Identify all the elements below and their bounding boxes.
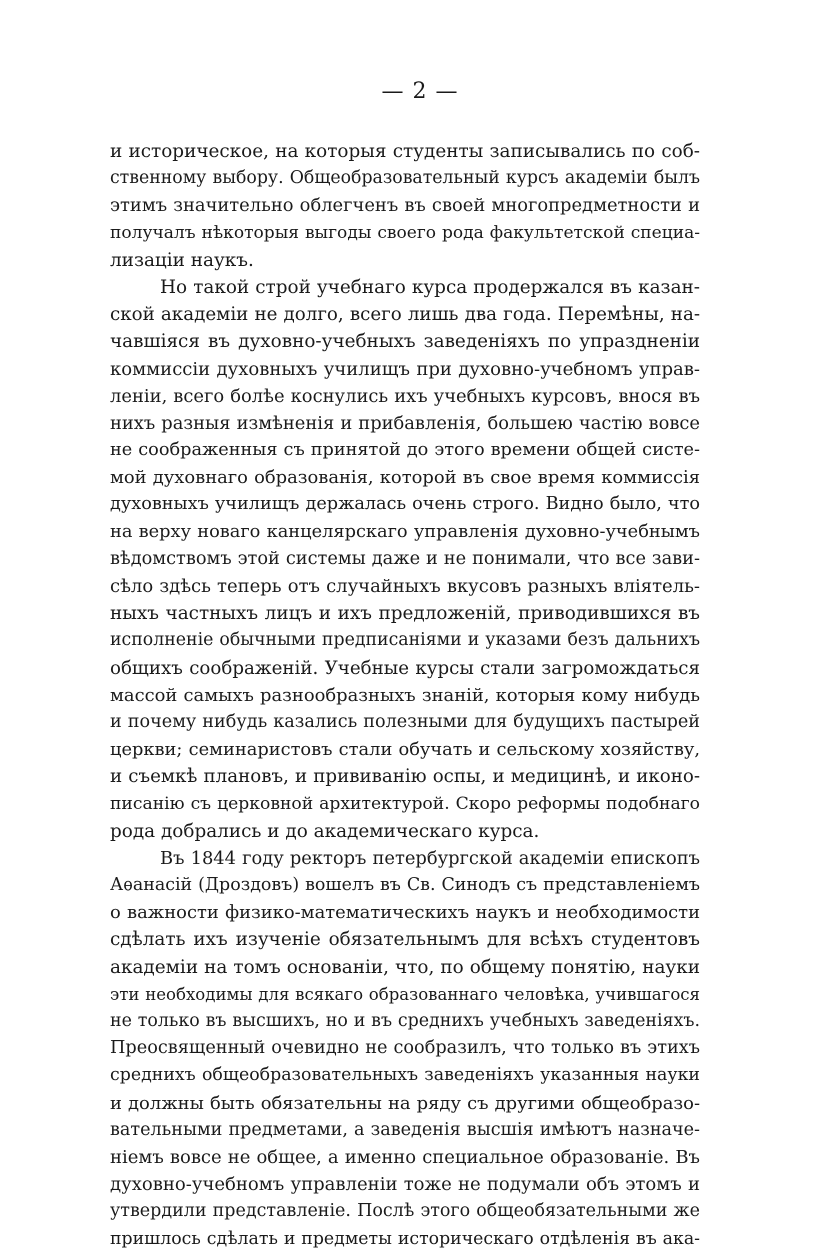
text-line: леніи, всего болѣе коснулись ихъ учебныхъ курсовъ, внося въ	[110, 385, 700, 407]
text-line: ныхъ частныхъ лицъ и ихъ предложеній, приводившихся въ	[110, 603, 700, 625]
text-line: ственному выбору. Общеобразовательный курсъ академіи былъ	[110, 168, 700, 189]
text-line: чавшіяся въ духовно-учебныхъ заведеніяхъ по упраздненіи	[110, 331, 700, 353]
text-line: мой духовнаго образованія, которой въ свое время коммиссія	[110, 467, 700, 489]
text-line: этимъ значительно облегченъ въ своей многопредметности и	[110, 195, 700, 217]
text-line: исполненіе обычными предписаніями и указами безъ дальнихъ	[110, 630, 700, 651]
text-line: о важности физико-математическихъ наукъ и необходимости	[110, 902, 700, 924]
text-line: нихъ разныя измѣненія и прибавленія, большею частію вовсе	[110, 412, 700, 434]
text-line: вѣдомствомъ этой системы даже и не понимали, что все зави-	[110, 548, 700, 569]
text-line: лизаціи наукъ.	[110, 249, 254, 271]
body-text	[110, 138, 700, 1253]
text-line: сдѣлать ихъ изученіе обязательнымъ для всѣхъ студентовъ	[110, 929, 700, 951]
text-line: церкви; семинаристовъ стали обучать и сельскому хозяйству,	[110, 739, 700, 761]
text-line: Аѳанасій (Дроздовъ) вошелъ въ Св. Синодъ съ представленіемъ	[110, 875, 700, 896]
text-line: и съемкѣ плановъ, и прививанію оспы, и медицинѣ, и иконо-	[110, 766, 700, 788]
text-line: академіи на томъ основаніи, что, по общему понятію, науки	[110, 956, 700, 978]
text-line: массой самыхъ разнообразныхъ знаній, которыя кому нибудь	[110, 684, 700, 706]
text-line: рода добрались и до академическаго курса.	[110, 820, 540, 842]
text-line: и историческое, на которыя студенты записывались по соб-	[110, 141, 700, 162]
text-line: вательными предметами, а заведенія высшія имѣютъ назначе-	[110, 1119, 700, 1140]
text-line: общихъ соображеній. Учебные курсы стали загромождаться	[110, 657, 700, 679]
text-line: эти необходимы для всякаго образованнаго человѣка, учившагося	[110, 984, 700, 1004]
text-line: и должны быть обязательны на ряду съ другими общеобразо-	[110, 1092, 700, 1114]
page-number: — 2 —	[381, 79, 459, 104]
text-line: утвердили представленіе. Послѣ этого общеобязательными же	[110, 1201, 700, 1222]
text-line: и почему нибудь казались полезными для будущихъ пастырей	[110, 711, 700, 732]
paragraph-first-line: Въ 1844 году ректоръ петербургской академіи епископъ	[160, 847, 700, 869]
text-line: не только въ высшихъ, но и въ среднихъ учебныхъ заведеніяхъ.	[110, 1011, 700, 1031]
text-line: духовно-учебномъ управленіи тоже не подумали объ этомъ и	[110, 1174, 700, 1196]
text-line: ніемъ вовсе не общее, а именно специальное образованіе. Въ	[110, 1146, 700, 1168]
text-line: получалъ нѣкоторыя выгоды своего рода факультетской специа-	[110, 222, 700, 243]
text-line: пришлось сдѣлать и предметы историческаго отдѣленія въ ака-	[110, 1228, 700, 1249]
text-line: на верху новаго канцелярскаго управленія духовно-учебнымъ	[110, 521, 700, 542]
text-line: писанію съ церковной архитектурой. Скоро реформы подобнаго	[110, 793, 700, 814]
text-line: сѣло здѣсь теперь отъ случайныхъ вкусовъ разныхъ вліятель-	[110, 576, 700, 597]
text-line: духовныхъ училищъ держалась очень строго. Видно было, что	[110, 494, 700, 515]
paragraph-first-line: Но такой строй учебнаго курса продержался въ казан-	[160, 276, 700, 298]
text-line: ской академіи не долго, всего лишь два года. Перемѣны, на-	[110, 304, 700, 326]
text-line: среднихъ общеобразовательныхъ заведеніяхъ указанныя науки	[110, 1065, 700, 1086]
text-line: не соображенныя съ принятой до этого времени общей систе-	[110, 440, 700, 461]
text-line: коммиссіи духовныхъ училищъ при духовно-учебномъ управ-	[110, 358, 700, 380]
text-line: Преосвященный очевидно не сообразилъ, что только въ этихъ	[110, 1038, 700, 1059]
